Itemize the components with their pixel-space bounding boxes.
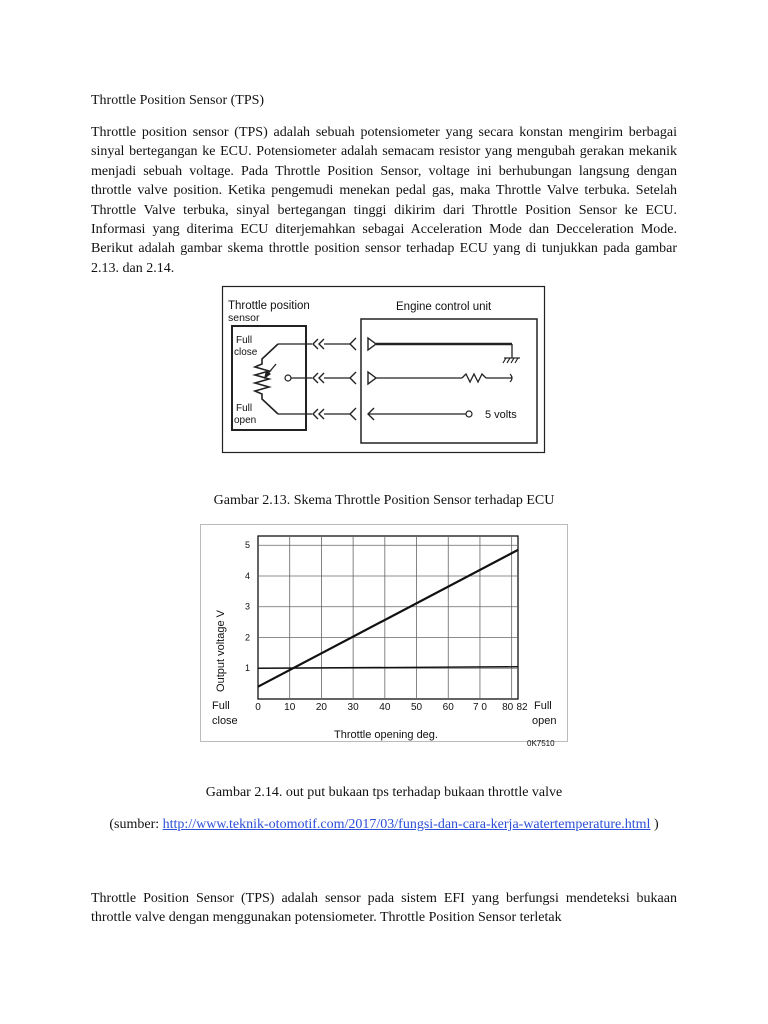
x-tick-label: 20 (315, 702, 327, 713)
full-open-label-1: Full (236, 403, 253, 414)
chart-y-axis-label: Output voltage V (215, 610, 227, 692)
tps-output-chart (200, 524, 568, 748)
chart-left-label-1: Full (212, 700, 230, 712)
figure-caption-2-13: Gambar 2.13. Skema Throttle Position Sensor terhadap ECU (213, 493, 555, 508)
paragraph-tps-description: Throttle Position Sensor (TPS) adalah sensor pada sistem EFI yang berfungsi mendeteksi bukaan throttle valve dengan menggunakan potensiometer. Throttle Position Sensor terletak (91, 891, 677, 926)
wiper-terminal (285, 375, 291, 381)
chart-corner-code: 0K7510 (527, 739, 555, 748)
full-close-label-2: close (234, 347, 258, 358)
chart-left-label-2: close (212, 715, 238, 727)
y-tick-label: 2 (244, 632, 250, 643)
source-citation (0, 815, 768, 834)
paragraph-intro: Throttle position sensor (TPS) adalah sebuah potensiometer yang secara konstan mengirim berbagai sinyal bertegangan ke ECU. Potensiometer adalah semacam resistor yang mengubah gerakan mekanik menjadi sebuah voltage. Pada Throttle Position Sensor, voltage ini berhubungan langsung dengan throttle valve position. Ketika pengemudi menekan pedal gas, maka Throttle Valve terbuka. Setelah Throttle Valve terbuka, sinyal bertegangan tinggi dikirim dari Throttle Position Sensor ke ECU. Informasi yang diterima ECU diterjemahkan sebagai Acceleration Mode dan Decceleration Mode. Berikut adalah gambar skema throttle position sensor terhadap ECU yang di tunjukkan pada gambar 2.13. dan 2.14. (91, 125, 677, 276)
tps-ecu-schematic (222, 286, 545, 453)
full-close-label-1: Full (236, 335, 253, 346)
source-prefix: (sumber: (109, 817, 163, 832)
x-tick-label: 60 (442, 702, 454, 713)
tps-label-line1: Throttle position (228, 300, 310, 312)
section-heading: Throttle Position Sensor (TPS) (91, 93, 265, 108)
y-tick-label: 1 (244, 663, 250, 674)
y-tick-label: 5 (244, 540, 250, 551)
chart-right-label-2: open (532, 715, 557, 727)
full-open-label-2: open (234, 415, 257, 426)
supply-terminal (466, 411, 472, 417)
x-tick-label: 82 (516, 702, 528, 713)
x-tick-label: 40 (379, 702, 391, 713)
x-tick-label: 80 (502, 702, 514, 713)
ecu-label: Engine control unit (396, 301, 492, 313)
five-volts-label: 5 volts (485, 409, 517, 421)
y-tick-label: 4 (244, 570, 250, 581)
chart-right-label-1: Full (534, 700, 552, 712)
figure-caption-2-14: Gambar 2.14. out put bukaan tps terhadap bukaan throttle valve (205, 785, 563, 800)
tps-label-line2: sensor (228, 312, 260, 324)
y-tick-label: 3 (244, 601, 250, 612)
source-suffix: ) (650, 817, 659, 832)
x-tick-label: 10 (284, 702, 296, 713)
x-tick-label: 30 (347, 702, 359, 713)
x-tick-label: 7 0 (472, 702, 487, 713)
x-tick-label: 50 (410, 702, 423, 713)
x-tick-label: 0 (255, 702, 261, 713)
chart-x-axis-label: Throttle opening deg. (334, 729, 438, 741)
source-link[interactable]: http://www.teknik-otomotif.com/2017/03/fungsi-dan-cara-kerja-watertemperature.html (162, 817, 651, 832)
